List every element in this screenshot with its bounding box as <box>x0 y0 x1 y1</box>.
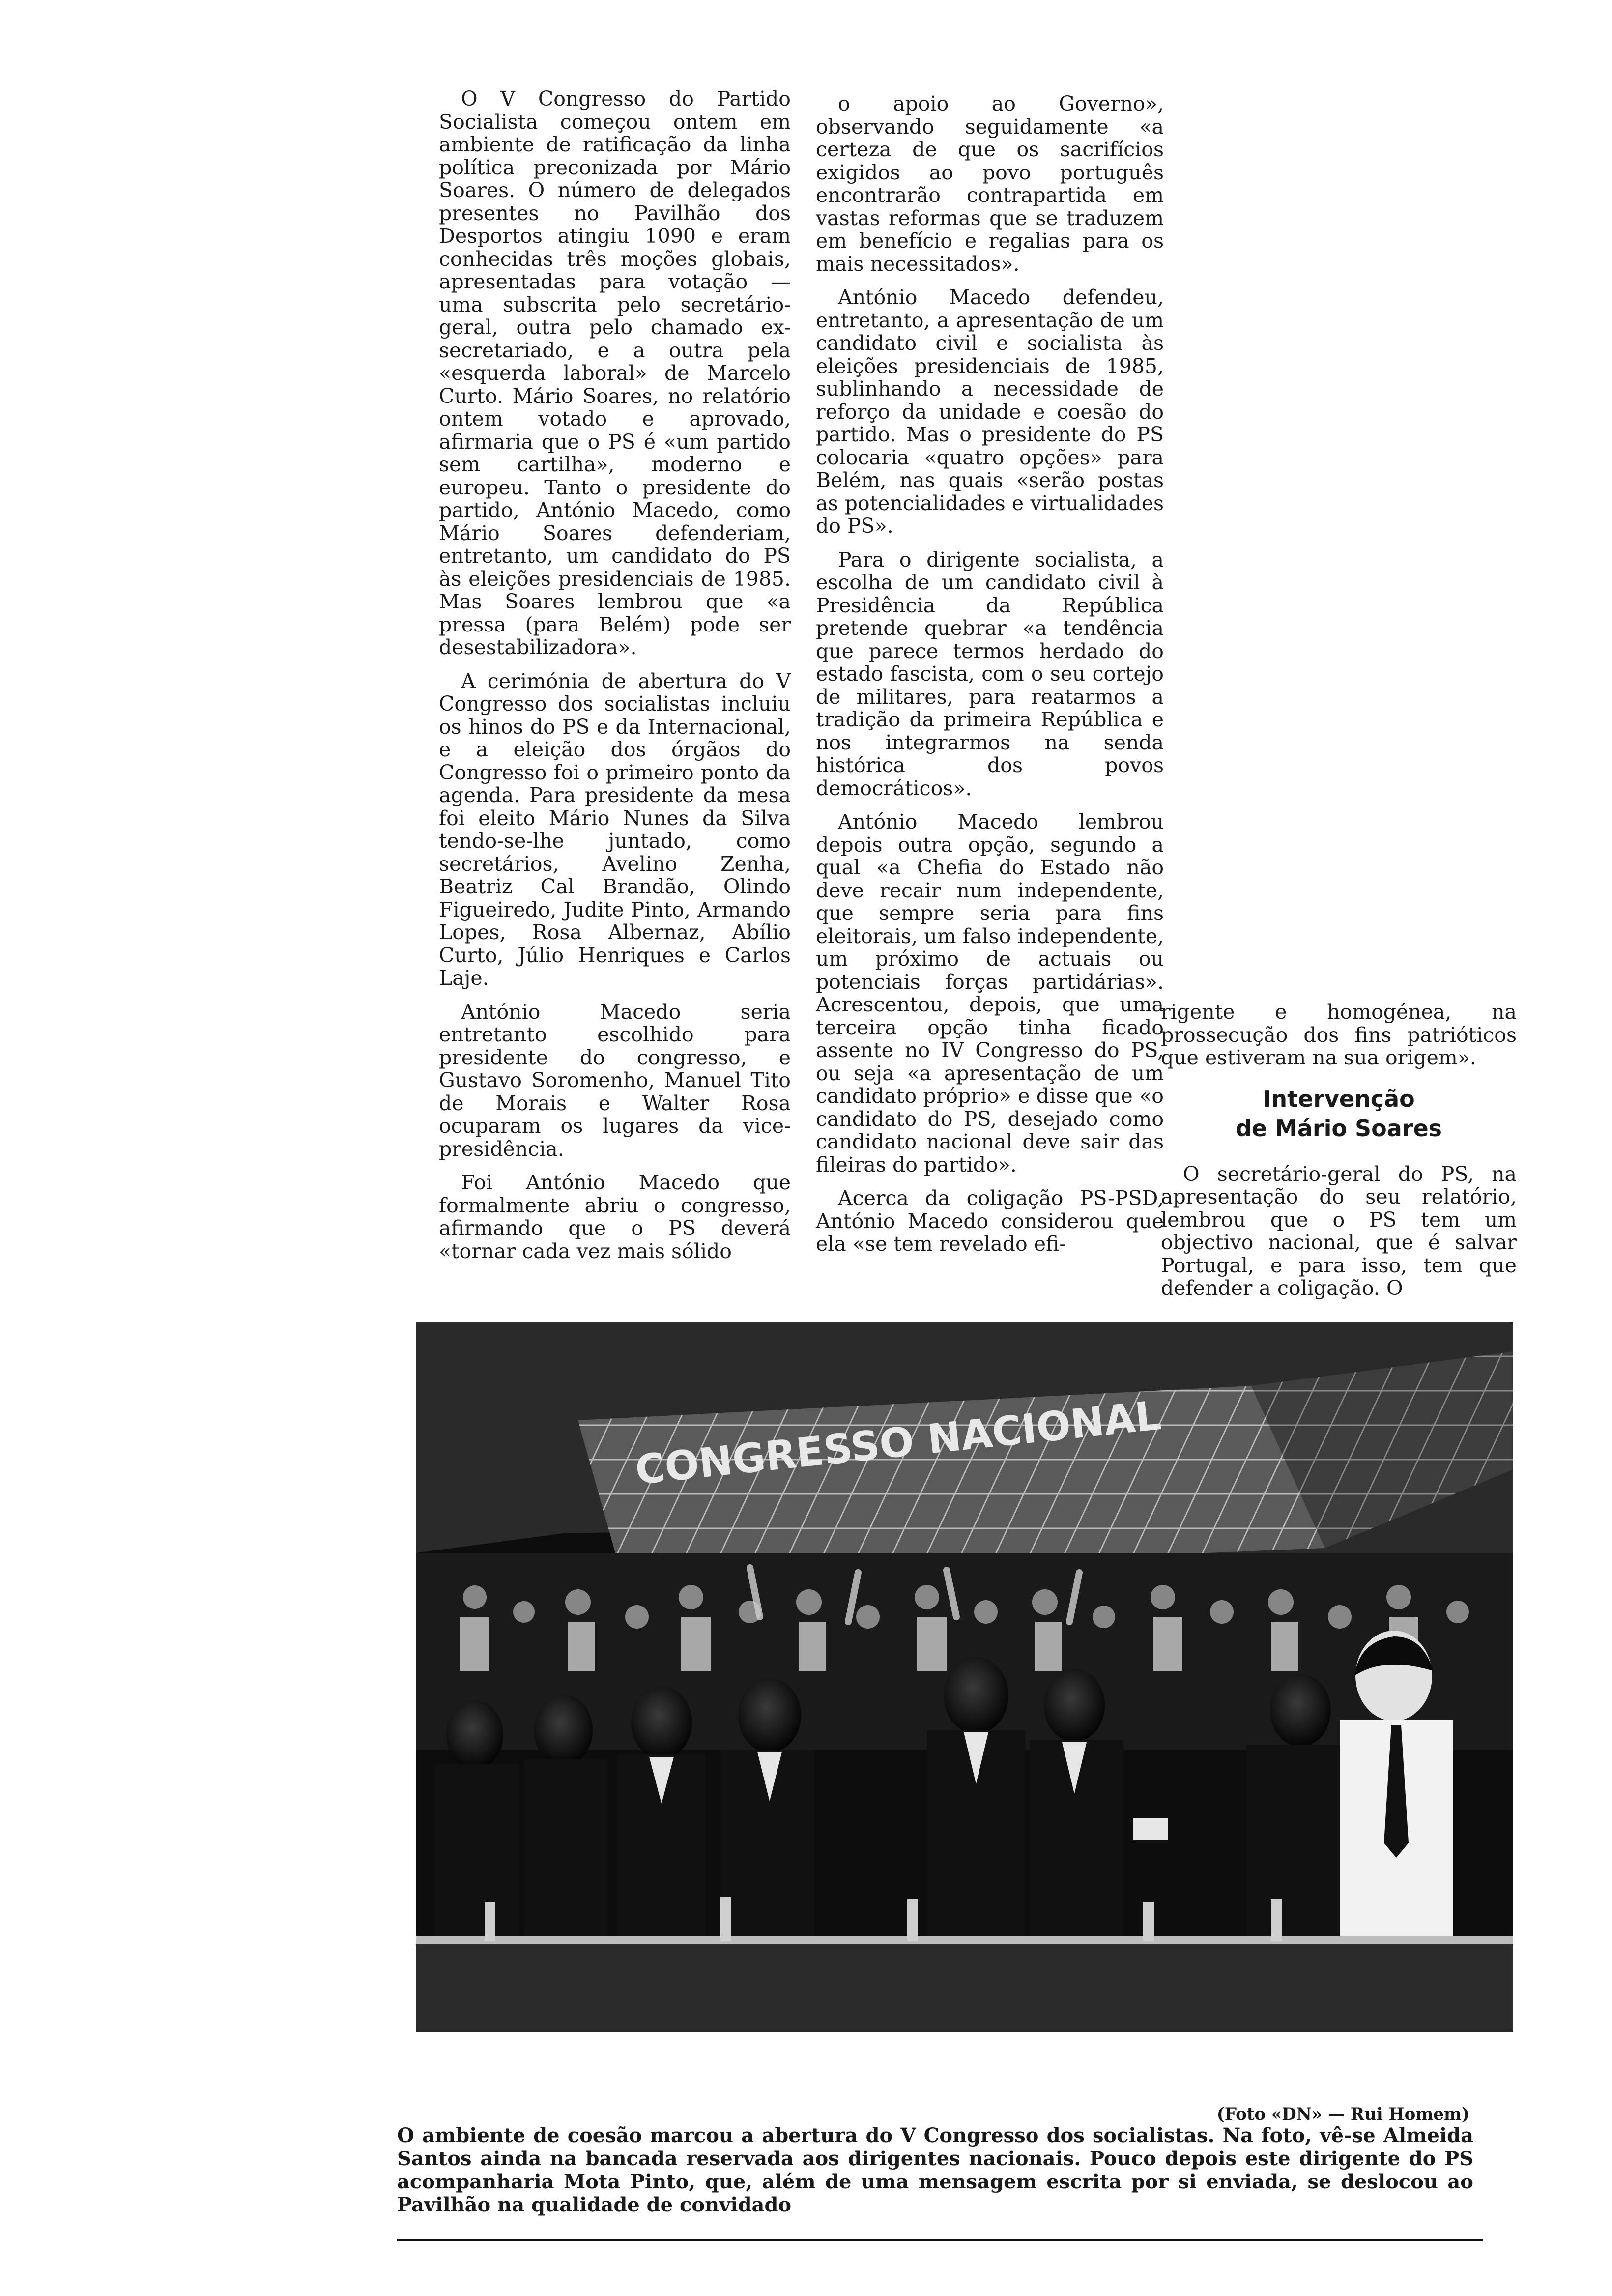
article-paragraph: Foi António Macedo que formalmente abriu o congresso, afirmando que o PS deverá «tornar cada vez mais sólido <box>439 1171 791 1263</box>
subheading-line: Intervenção <box>1263 1085 1415 1112</box>
article-paragraph: António Macedo defendeu, entretanto, a apresentação de um candidato civil e socialista às eleições presidenciais de 1985, sublinhando a necessidade de reforço da unidade e coesão do partido. Mas o presidente do PS colocaria «quatro opções» para Belém, nas quais «serão postas as potencialidades e virtualidades do PS». <box>816 286 1164 538</box>
article-column-2 <box>816 92 1164 1256</box>
article-column-3 <box>1161 1001 1517 1300</box>
article-paragraph: Para o dirigente socialista, a escolha de um candidato civil à Presidência da República pretende quebrar «a tendência que parece termos herdado do estado fascista, com o seu cortejo de militares, para reatarmos a tradição da primeira República e nos integrarmos na senda histórica dos povos democráticos». <box>816 547 1164 800</box>
photo-credit: (Foto «DN» — Rui Homem) <box>1216 2104 1469 2124</box>
article-column-1 <box>439 87 791 1263</box>
bottom-divider <box>397 2239 1483 2241</box>
congress-photo <box>416 1322 1513 2032</box>
article-paragraph: António Macedo seria entretanto escolhido para presidente do congresso, e Gustavo Soromenho, Manuel Tito de Morais e Walter Rosa ocuparam os lugares da vice-presidência. <box>439 1000 791 1161</box>
article-paragraph: Acerca da coligação PS-PSD, António Macedo considerou que ela «se tem revelado efi- <box>816 1186 1164 1256</box>
photo-caption: O ambiente de coesão marcou a abertura do V Congresso dos socialistas. Na foto, vê-se Almeida Santos ainda na bancada reservada aos dirigentes nacionais. Pouco depois este dirigente do PS acompanharia Mota Pinto, que, além de uma mensagem escrita por si enviada, se deslocou ao Pavilhão na qualidade de convidado <box>397 2124 1473 2216</box>
article-paragraph: António Macedo lembrou depois outra opção, segundo a qual «a Chefia do Estado não deve recair num independente, que sempre seria para fins eleitorais, um falso independente, um próximo de actuais ou potenciais forças partidárias». Acrescentou, depois, que uma terceira opção tinha ficado assente no IV Congresso do PS, ou seja «a apresentação de um candidato próprio» e disse que «o candidato do PS, desejado como candidato nacional deve sair das fileiras do partido». <box>816 810 1164 1177</box>
stage-banner-text: CONGRESSO NACIONAL <box>633 1392 1163 1494</box>
article-paragraph: O secretário-geral do PS, na apresentação do seu relatório, lembrou que o PS tem um objectivo nacional, que é salvar Portugal, e para isso, tem que defender a coligação. O <box>1161 1162 1517 1300</box>
article-paragraph: rigente e homogénea, na prossecução dos fins patrióticos que estiveram na sua origem». <box>1161 1000 1517 1069</box>
article-paragraph: o apoio ao Governo», observando seguidamente «a certeza de que os sacrifícios exigidos ao povo português encontrarão contrapartida em vastas reformas que se traduzem em benefício e regalias para os mais necessitados». <box>816 92 1164 276</box>
section-subheading <box>1161 1084 1517 1143</box>
article-paragraph: A cerimónia de abertura do V Congresso dos socialistas incluiu os hinos do PS e da Internacional, e a eleição dos órgãos do Congresso foi o primeiro ponto da agenda. Para presidente da mesa foi eleito Mário Nunes da Silva tendo-se-lhe juntado, como secretários, Avelino Zenha, Beatriz Cal Brandão, Olindo Figueiredo, Judite Pinto, Armando Lopes, Rosa Albernaz, Abílio Curto, Júlio Henriques e Carlos Laje. <box>439 669 791 990</box>
article-paragraph: O V Congresso do Partido Socialista começou ontem em ambiente de ratificação da linha política preconizada por Mário Soares. O número de delegados presentes no Pavilhão dos Desportos atingiu 1090 e eram conhecidas três moções globais, apresentadas para votação — uma subscrita pelo secretário-geral, outra pelo chamado ex-secretariado, e a outra pela «esquerda laboral» de Marcelo Curto. Mário Soares, no relatório ontem votado e aprovado, afirmaria que o PS é «um partido sem cartilha», moderno e europeu. Tanto o presidente do partido, António Macedo, como Mário Soares defenderiam, entretanto, um candidato do PS às eleições presidenciais de 1985. Mas Soares lembrou que «a pressa (para Belém) pode ser desestabilizadora». <box>439 87 791 659</box>
subheading-line: de Mário Soares <box>1235 1115 1442 1142</box>
